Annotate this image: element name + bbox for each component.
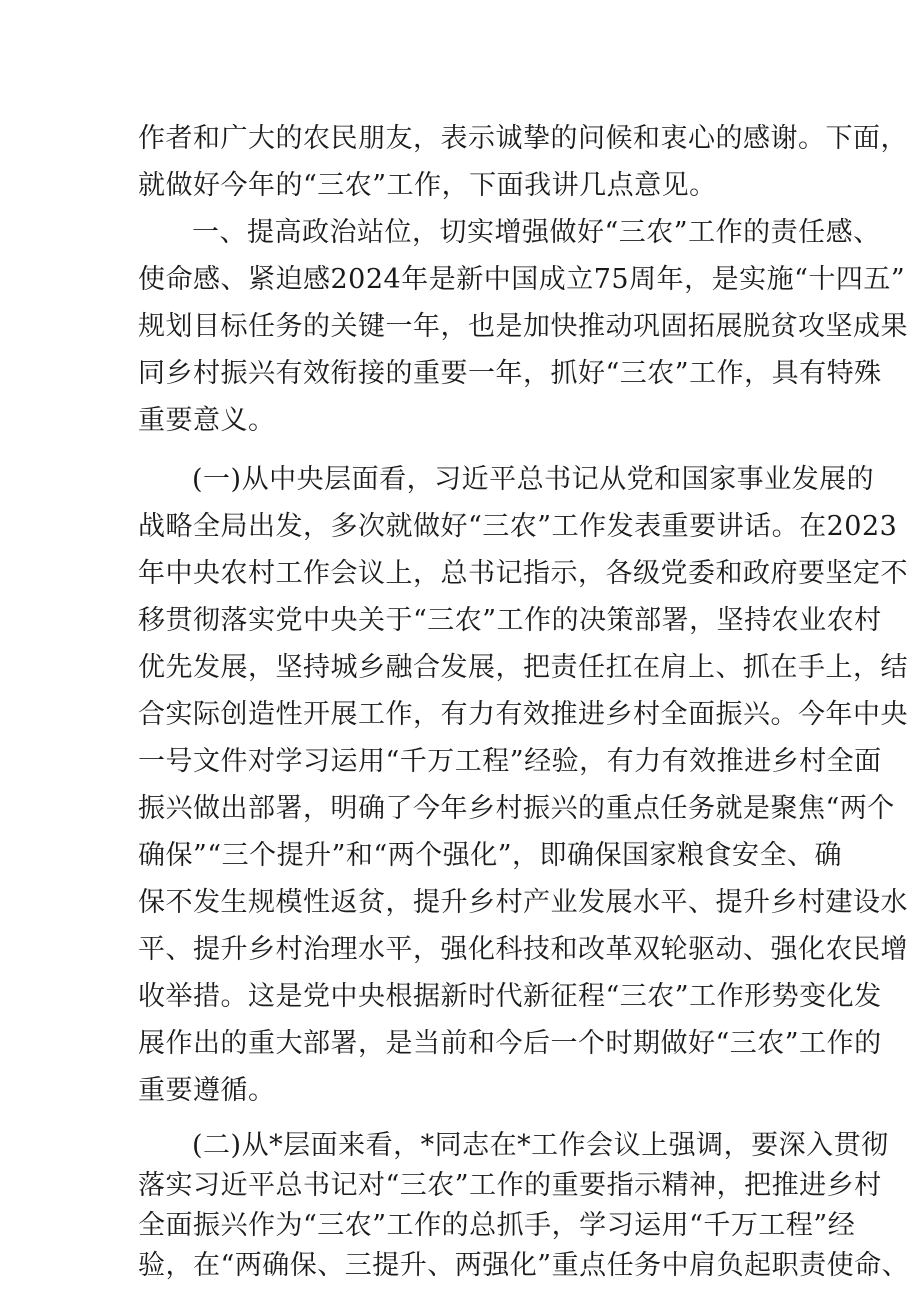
document-body [138,115,910,1286]
text-line: 作者和广大的农民朋友，表示诚挚的问候和衷心的感谢。下面， [138,123,908,154]
text-line: 重要意义。 [138,405,276,436]
text-line: 同乡村振兴有效衔接的重要一年，抓好“三农”工作，具有特殊 [138,358,882,389]
paragraph-intro-continuation [138,115,908,209]
text-line: 收举措。这是党中央根据新时代新征程“三农”工作形势变化发 [138,981,882,1012]
text-line: 保不发生规模性返贫，提升乡村产业发展水平、提升乡村建设水 [138,887,908,918]
text-line: 优先发展，坚持城乡融合发展，把责任扛在肩上、抓在手上，结 [138,652,908,683]
text-line: 平、提升乡村治理水平，强化科技和改革双轮驱动、强化农民增 [138,934,908,965]
text-line: (二)从*层面来看，*同志在*工作会议上强调，要深入贯彻 [192,1130,889,1161]
text-line: 重要遵循。 [138,1075,276,1106]
paragraph-gap [138,444,798,456]
text-line: 振兴做出部署，明确了今年乡村振兴的重点任务就是聚焦“两个 [138,793,895,824]
text-line: 确保”“三个提升”和“两个强化”，即确保国家粮食安全、确 [138,840,843,871]
text-line: 年中央农村工作会议上，总书记指示，各级党委和政府要坚定不 [138,558,908,589]
text-line: (一)从中央层面看，习近平总书记从党和国家事业发展的 [192,464,875,495]
text-line: 一号文件对学习运用“千万工程”经验，有力有效推进乡村全面 [138,746,882,777]
text-line: 规划目标任务的关键一年，也是加快推动巩固拓展脱贫攻坚成果 [138,311,908,342]
paragraph-section-one-heading [138,209,908,444]
paragraph-central-level [138,456,908,1114]
text-line: 全面振兴作为“三农”工作的总抓手，学习运用“千万工程”经 [138,1210,856,1241]
text-line: 移贯彻落实党中央关于“三农”工作的决策部署，坚持农业农村 [138,605,882,636]
text-line: 使命感、紧迫感2024年是新中国成立75周年，是实施“十四五” [138,264,906,295]
text-line: 一、提高政治站位，切实增强做好“三农”工作的责任感、 [192,217,881,248]
paragraph-provincial-level [138,1126,910,1286]
text-line: 验，在“两确保、三提升、两强化”重点任务中肩负起职责使命、 [138,1250,910,1281]
text-line: 合实际创造性开展工作，有力有效推进乡村全面振兴。今年中央 [138,699,908,730]
text-line: 战略全局出发，多次就做好“三农”工作发表重要讲话。在2023 [138,511,898,542]
text-line: 展作出的重大部署，是当前和今后一个时期做好“三农”工作的 [138,1028,882,1059]
text-line: 落实习近平总书记对“三农”工作的重要指示精神，把推进乡村 [138,1170,882,1201]
text-line: 就做好今年的“三农”工作，下面我讲几点意见。 [138,170,717,201]
paragraph-gap [138,1114,798,1126]
